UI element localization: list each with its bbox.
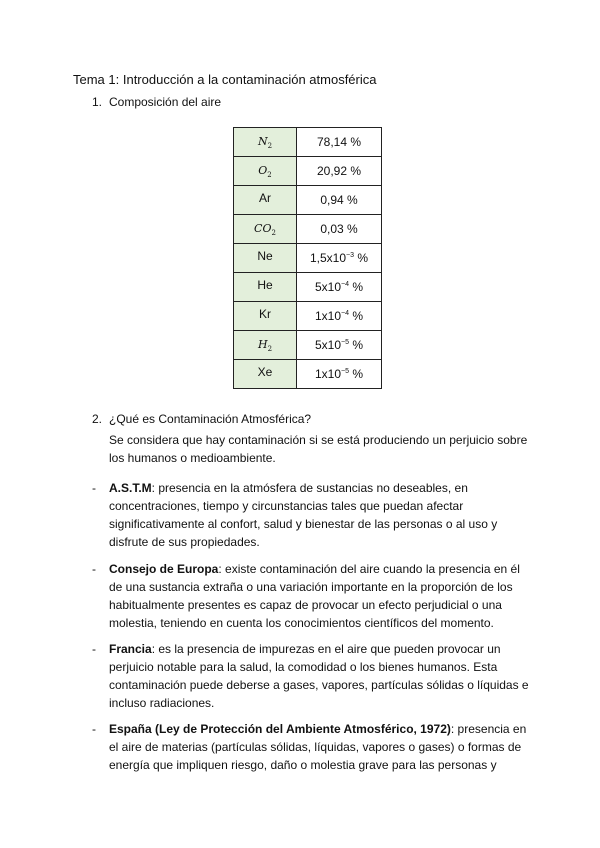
gas-cell: $N_2$ <box>234 128 297 157</box>
gas-cell: Kr <box>234 302 297 331</box>
gas-cell: $O_2$ <box>234 157 297 186</box>
section-number: 1. <box>92 95 103 109</box>
definition-term: Francia <box>109 642 152 656</box>
table-row <box>234 273 382 302</box>
gas-cell: Ne <box>234 244 297 273</box>
percentage-cell: $5x10^{-5}$ % <box>297 331 382 360</box>
bullet-marker: - <box>92 562 96 576</box>
gas-cell: $H_2$ <box>234 331 297 360</box>
percentage-cell: 0,03 % <box>297 215 382 244</box>
definition-text: : presencia en la atmósfera de sustancias no deseables, en concentraciones, tiempo y circunstancias tales que puedan afectar significativamente al confort, salud y bienestar de las personas o al uso y disfrute de sus propiedades. <box>109 481 498 549</box>
page-title: Tema 1: Introducción a la contaminación atmosférica <box>73 72 377 87</box>
table-row <box>234 157 382 186</box>
definition-consejo-europa <box>109 560 529 632</box>
gas-cell: He <box>234 273 297 302</box>
table-row <box>234 302 382 331</box>
percentage-cell: 0,94 % <box>297 186 382 215</box>
table-row <box>234 244 382 273</box>
definition-term: España (Ley de Protección del Ambiente Atmosférico, 1972) <box>109 722 451 736</box>
table-row <box>234 186 382 215</box>
definition-term: Consejo de Europa <box>109 562 219 576</box>
definition-text: : es la presencia de impurezas en el aire que pueden provocar un perjuicio notable para la salud, la comodidad o los bienes humanos. Esta contaminación puede deberse a gases, vapores, partículas sólidas o líquidas e incluso radiaciones. <box>109 642 529 710</box>
percentage-cell: 78,14 % <box>297 128 382 157</box>
table-row <box>234 360 382 389</box>
gas-cell: $CO_2$ <box>234 215 297 244</box>
percentage-cell: $1,5x10^{-3}$ % <box>297 244 382 273</box>
table-row <box>234 215 382 244</box>
table-row <box>234 128 382 157</box>
percentage-cell: $1x10^{-5}$ % <box>297 360 382 389</box>
bullet-marker: - <box>92 722 96 736</box>
definition-astm <box>109 479 529 551</box>
bullet-marker: - <box>92 481 96 495</box>
section-label: Composición del aire <box>109 95 222 109</box>
section-number: 2. <box>92 412 103 426</box>
percentage-cell: $1x10^{-4}$ % <box>297 302 382 331</box>
definition-francia <box>109 640 529 712</box>
table-row <box>234 331 382 360</box>
gas-cell: Ar <box>234 186 297 215</box>
definition-espana <box>109 720 529 774</box>
bullet-marker: - <box>92 642 96 656</box>
definition-text: : presencia en el aire de materias (partículas sólidas, líquidas, vapores o gases) o formas de energía que impliquen riesgo, daño o molestia grave para las personas y <box>109 722 527 772</box>
definition-text: : existe contaminación del aire cuando la presencia en él de una sustancia extraña o una variación importante en la proporción de los habitualmente presentes es capaz de provocar un efecto perjudicial o una molestia, teniendo en cuenta los conocimientos científicos del momento. <box>109 562 520 630</box>
gas-cell: Xe <box>234 360 297 389</box>
definition-term: A.S.T.M <box>109 481 152 495</box>
air-composition-table <box>233 127 382 389</box>
section-label: ¿Qué es Contaminación Atmosférica? <box>109 412 312 426</box>
section-heading-composition <box>92 95 221 109</box>
section-heading-definition <box>92 412 311 426</box>
percentage-cell: 20,92 % <box>297 157 382 186</box>
section-intro: Se considera que hay contaminación si se está produciendo un perjuicio sobre los humanos o medioambiente. <box>109 433 528 465</box>
percentage-cell: $5x10^{-4}$ % <box>297 273 382 302</box>
